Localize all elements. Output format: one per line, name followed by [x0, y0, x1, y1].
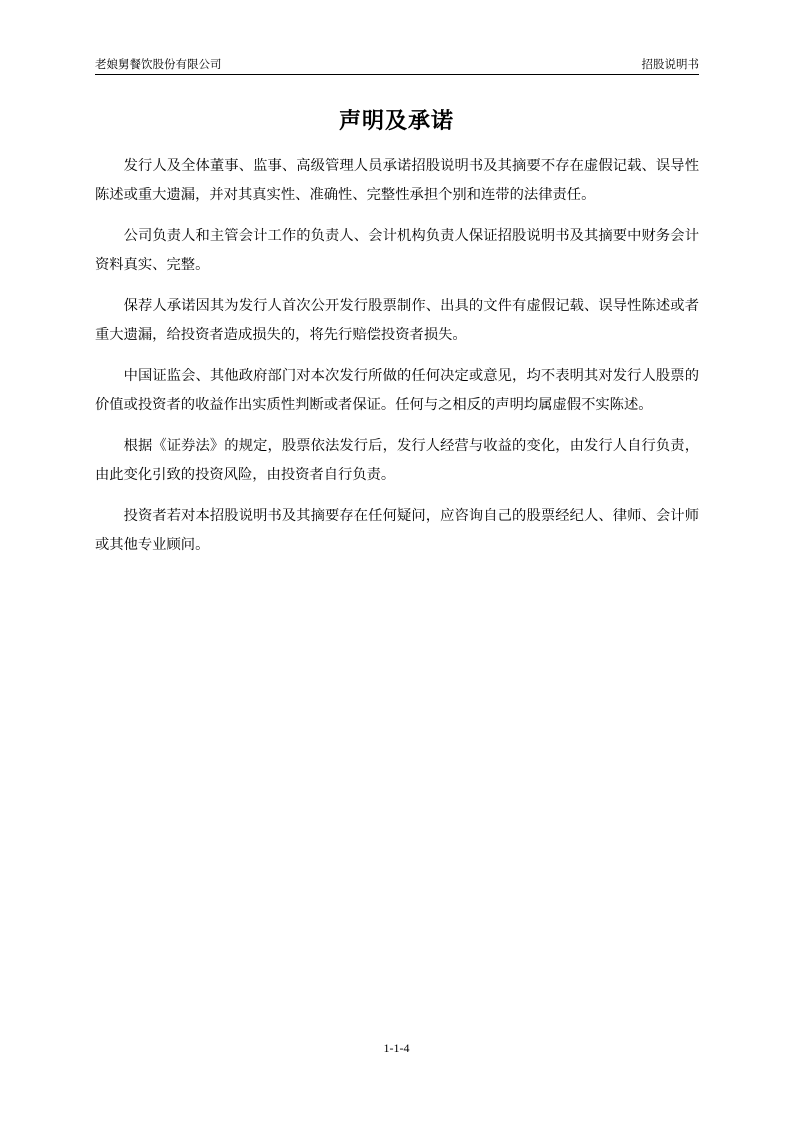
paragraph-sponsor-commitment: 保荐人承诺因其为发行人首次公开发行股票制作、出具的文件有虚假记载、误导性陈述或者重大遗漏，给投资者造成损失的，将先行赔偿投资者损失。 [95, 298, 699, 343]
paragraph-financial-accuracy: 公司负责人和主管会计工作的负责人、会计机构负责人保证招股说明书及其摘要中财务会计资料真实、完整。 [95, 228, 699, 273]
header-company-name: 老娘舅餐饮股份有限公司 [95, 57, 222, 71]
page-title: 声明及承诺 [338, 108, 454, 134]
paragraph-regulator-disclaimer: 中国证监会、其他政府部门对本次发行所做的任何决定或意见，均不表明其对发行人股票的价值或投资者的收益作出实质性判断或者保证。任何与之相反的声明均属虚假不实陈述。 [95, 368, 699, 413]
page-header [95, 56, 699, 75]
paragraph-issuer-commitment: 发行人及全体董事、监事、高级管理人员承诺招股说明书及其摘要不存在虚假记载、误导性陈述或重大遗漏，并对其真实性、准确性、完整性承担个别和连带的法律责任。 [95, 158, 699, 203]
paragraph-investor-advice: 投资者若对本招股说明书及其摘要存在任何疑问，应咨询自己的股票经纪人、律师、会计师或其他专业顾问。 [95, 508, 699, 553]
statement-body [95, 152, 699, 572]
header-document-type: 招股说明书 [641, 57, 699, 71]
paragraph-securities-law: 根据《证券法》的规定，股票依法发行后，发行人经营与收益的变化，由发行人自行负责，由此变化引致的投资风险，由投资者自行负责。 [95, 438, 699, 483]
page-number: 1-1-4 [383, 1041, 410, 1055]
